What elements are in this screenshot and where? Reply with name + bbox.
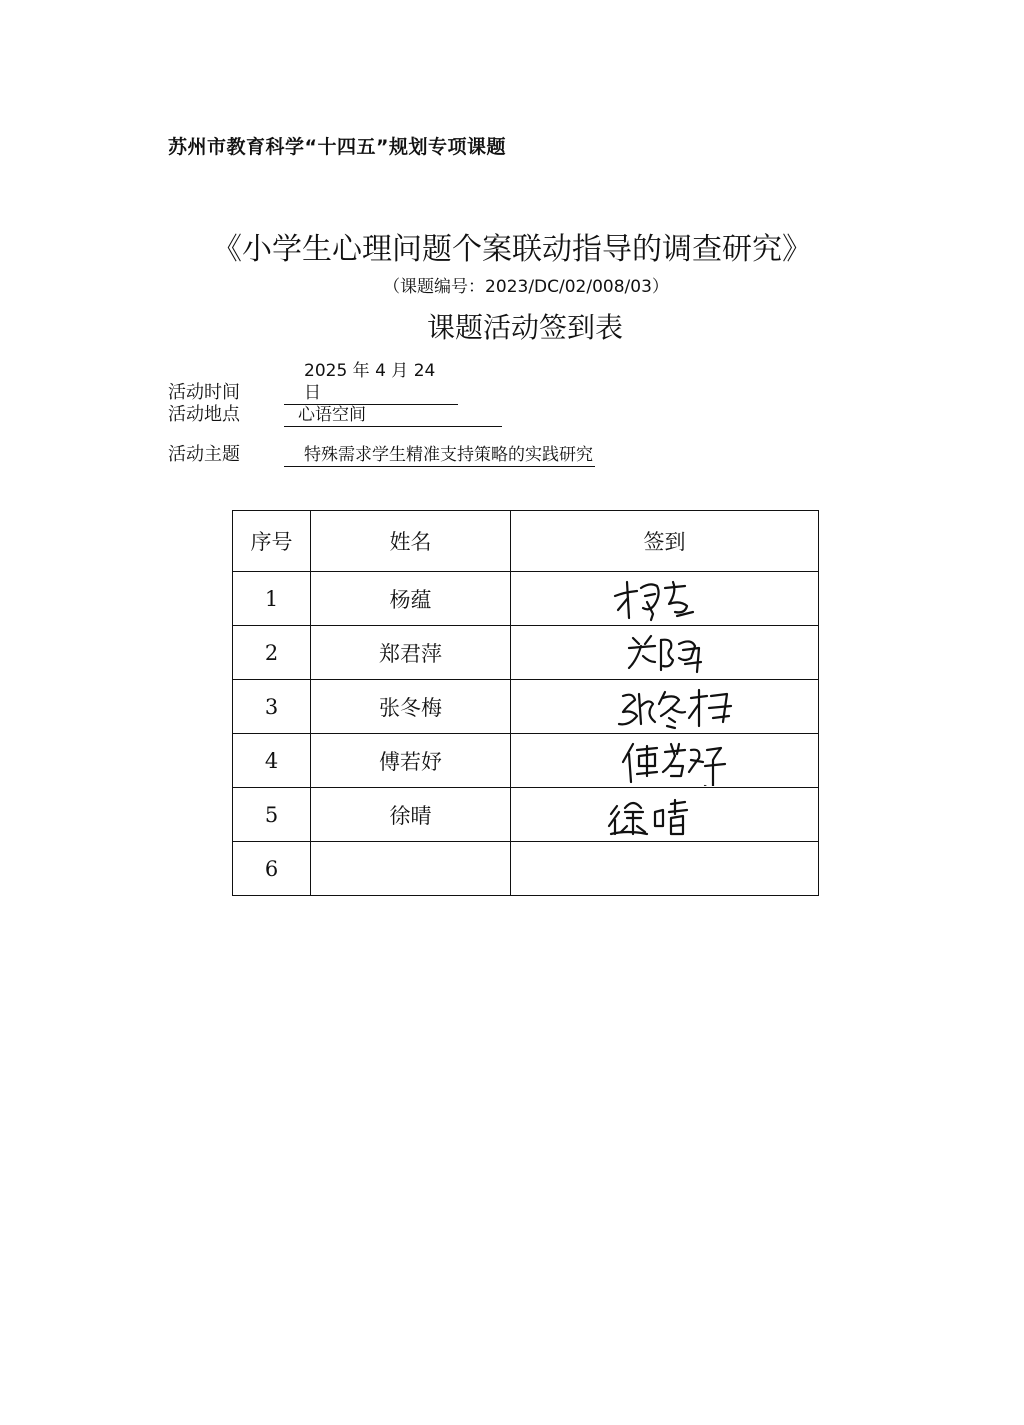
row-name: 傅若妤 xyxy=(311,734,511,788)
project-code: （课题编号：2023/DC/02/008/03） xyxy=(383,277,669,297)
handwritten-signature xyxy=(515,682,815,732)
table-row xyxy=(233,734,819,788)
row-signature xyxy=(511,842,819,896)
row-name xyxy=(311,842,511,896)
row-number: 4 xyxy=(233,734,311,788)
handwritten-signature xyxy=(515,574,815,624)
project-category: 苏州市教育科学“十四五”规划专项课题 xyxy=(168,136,506,158)
activity-time-value: 2025 年 4 月 24 日 xyxy=(284,360,458,405)
activity-place-value: 心语空间 xyxy=(284,404,502,427)
form-title: 课题活动签到表 xyxy=(426,311,623,344)
row-signature xyxy=(511,572,819,626)
table-row xyxy=(233,626,819,680)
row-number: 1 xyxy=(233,572,311,626)
row-signature xyxy=(511,680,819,734)
project-title: 《小学生心理问题个案联动指导的调查研究》 xyxy=(212,232,812,267)
row-number: 2 xyxy=(233,626,311,680)
table-row xyxy=(233,788,819,842)
handwritten-signature xyxy=(515,628,815,678)
table-row xyxy=(233,680,819,734)
row-number: 5 xyxy=(233,788,311,842)
activity-time-row xyxy=(168,360,458,405)
header-no: 序号 xyxy=(233,511,311,572)
table-row xyxy=(233,572,819,626)
table-row xyxy=(233,842,819,896)
row-name: 杨蕴 xyxy=(311,572,511,626)
activity-theme-row xyxy=(168,440,595,467)
activity-theme-label: 活动主题 xyxy=(168,444,240,465)
header-signature: 签到 xyxy=(511,511,819,572)
row-name: 郑君萍 xyxy=(311,626,511,680)
row-signature xyxy=(511,734,819,788)
activity-theme-value: 特殊需求学生精准支持策略的实践研究 xyxy=(284,444,595,467)
row-number: 3 xyxy=(233,680,311,734)
header-name: 姓名 xyxy=(311,511,511,572)
activity-place-row xyxy=(168,400,502,427)
signin-table xyxy=(232,510,819,896)
row-name: 徐晴 xyxy=(311,788,511,842)
table-header-row xyxy=(233,511,819,572)
activity-time-label: 活动时间 xyxy=(168,382,240,403)
row-number: 6 xyxy=(233,842,311,896)
handwritten-signature xyxy=(515,736,815,786)
activity-place-label: 活动地点 xyxy=(168,404,240,425)
row-signature xyxy=(511,626,819,680)
handwritten-signature xyxy=(515,790,815,840)
row-name: 张冬梅 xyxy=(311,680,511,734)
row-signature xyxy=(511,788,819,842)
